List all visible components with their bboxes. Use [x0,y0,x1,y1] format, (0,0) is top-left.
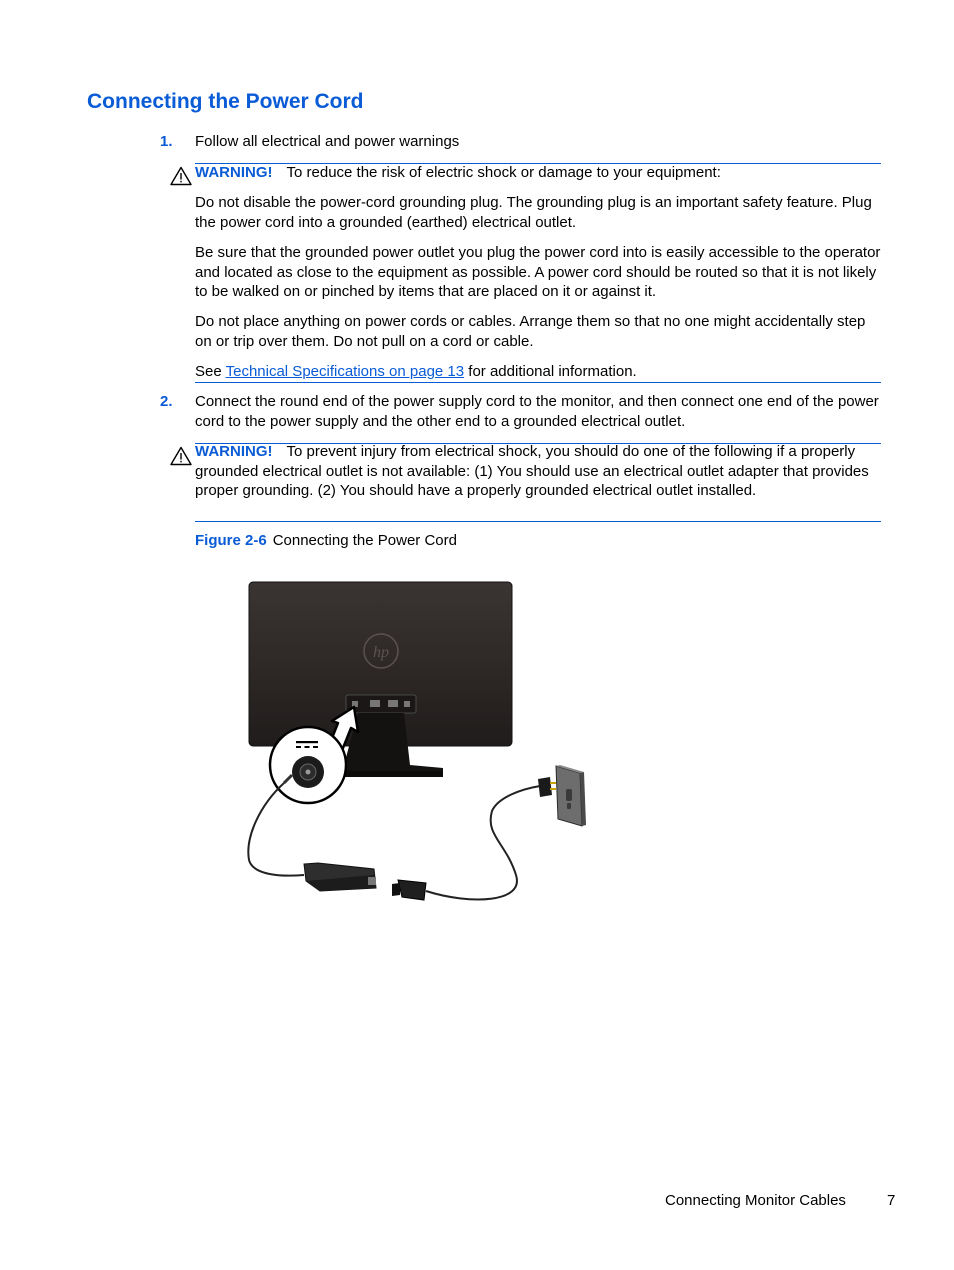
see-suffix: for additional information. [468,363,637,380]
step-1-number: 1. [160,133,173,150]
step-1-text: Follow all electrical and power warnings [195,133,460,150]
see-prefix: See [195,363,222,380]
power-cord-connection-illustration [240,575,600,910]
figure-caption-text: Connecting the Power Cord [272,532,457,549]
warning-2-label: WARNING! [195,443,273,460]
warning-1-paragraph: Be sure that the grounded power outlet you plug the power cord into is easily accessible to the operator and located as close to the equipment as possible. A power cord should be routed so that it is not likely to be walked on or pinched by items that are placed on it or against it. [195,244,881,300]
warning-2-text: To prevent injury from electrical shock, you should do one of the following if a properly grounded electrical outlet is not available: (1) You should use an electrical outlet adapter that provides proper grounding. (2) You should have a properly grounded electrical outlet installed. [195,443,869,499]
warning-1-bottom-rule [195,382,881,383]
footer-page-number: 7 [887,1192,896,1209]
figure-caption [195,531,457,551]
footer-section-title: Connecting Monitor Cables [665,1192,846,1209]
svg-text:hp: hp [373,644,389,661]
warning-1-text: To reduce the risk of electric shock or damage to your equipment: [286,164,721,181]
step-2-number: 2. [160,393,173,410]
warning-1-header [195,163,881,183]
step-2-text: Connect the round end of the power supply cord to the monitor, and then connect one end of the power cord to the power supply and the other end to a grounded electrical outlet. [195,393,879,430]
wall-outlet [556,765,586,826]
warning-1-paragraph: Do not place anything on power cords or cables. Arrange them so that no one might accidentally step on or trip over them. Do not pull on a cord or cable. [195,313,866,350]
see-reference [195,362,881,382]
power-cord-plug [392,880,426,900]
warning-1-label: WARNING! [195,164,273,181]
power-port-zoom [270,727,346,803]
power-supply-brick [304,863,376,891]
wall-plug [538,777,556,797]
warning-2-body [195,442,881,501]
figure-label: Figure 2-6 [195,532,267,549]
warning-triangle-icon [170,166,192,186]
warning-1-paragraph: Do not disable the power-cord grounding plug. The grounding plug is an important safety feature. Plug the power cord into a grounded (earthed) electrical outlet. [195,194,872,231]
page-title: Connecting the Power Cord [87,90,364,113]
warning-2-bottom-rule [195,521,881,522]
monitor-port-panel [346,695,416,713]
technical-specifications-link[interactable]: Technical Specifications on page 13 [225,363,465,380]
warning-triangle-icon [170,446,192,466]
